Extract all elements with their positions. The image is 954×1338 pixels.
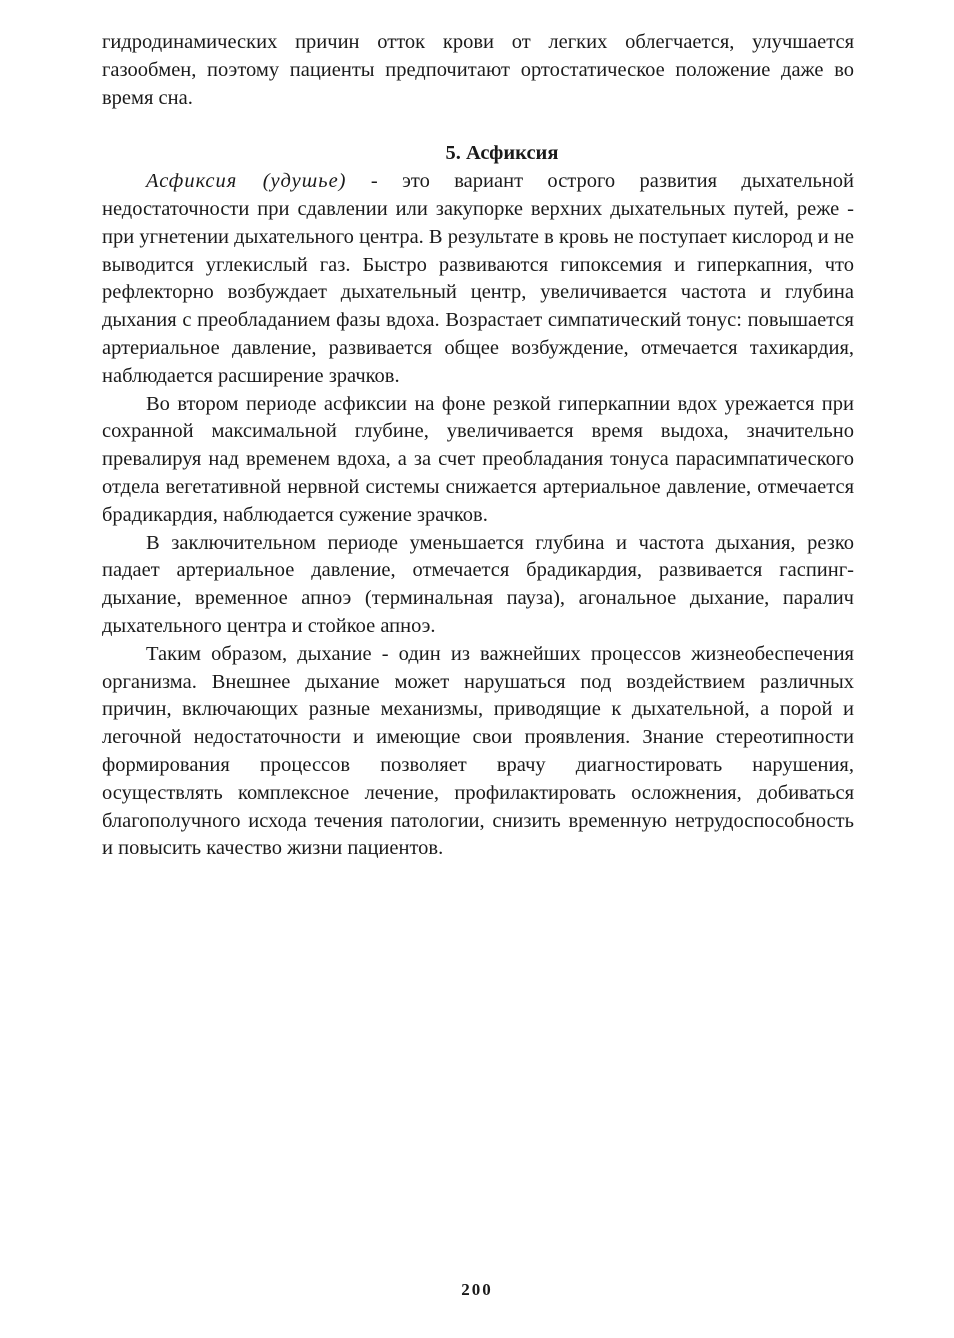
second-period-paragraph: Во втором периоде асфиксии на фоне резкой гиперкапнии вдох урежается при сохранной максимальной глубине, увеличивается время выдоха, значительно превалируя над временем вдоха, а за счет преобладания тонуса парасимпатического отдела вегетативной нервной системы снижается артериальное давление, отмечается брадикардия, наблюдается сужение зрачков. bbox=[102, 392, 854, 526]
final-period-paragraph: В заключительном периоде уменьшается глубина и частота дыхания, резко падает артериальное давление, отмечается брадикардия, развивается гаспинг-дыхание, временное апноэ (терминальная пауза), агональное дыхание, паралич дыхательного центра и стойкое апноэ. bbox=[102, 531, 854, 637]
conclusion-paragraph: Таким образом, дыхание - один из важнейших процессов жизнеобеспечения организма. Внешнее дыхание может нарушаться под воздействием различных причин, включающих разные механизмы, приводящие к дыхательной, а порой и легочной недостаточности и имеющие свои проявления. Знание стереотипности формирования процессов позволяет врачу диагностировать нарушения, осуществлять комплексное лечение, профилактировать осложнения, добиваться благополучного исхода течения патологии, снизить временную нетрудоспособность и повысить качество жизни пациентов. bbox=[102, 642, 854, 860]
page-body bbox=[102, 29, 854, 863]
intro-paragraph: гидродинамических причин отток крови от легких облегчается, улучшается газообмен, поэтому пациенты предпочитают ортостатическое положение даже во время сна. bbox=[102, 31, 854, 109]
asphyxia-definition-paragraph bbox=[102, 168, 854, 390]
page-number: 200 bbox=[461, 1280, 493, 1299]
asphyxia-term: Асфиксия (удушье) bbox=[146, 170, 347, 193]
section-heading: 5. Асфиксия bbox=[445, 142, 559, 165]
asphyxia-definition-text: - это вариант острого развития дыхательной недостаточности при сдавлении или закупорке верхних дыхательных путей, реже - при угнетении дыхательного центра. В результате в кровь не поступает кислород и не выводится углекислый газ. Быстро развиваются гипоксемия и гиперкапния, что рефлекторно возбуждает дыхательный центр, увеличивается частота и глубина дыхания с преобладанием фазы вдоха. Возрастает симпатический тонус: повышается артериальное давление, развивается общее возбуждение, отмечается тахикардия, наблюдается расширение зрачков. bbox=[102, 170, 854, 387]
